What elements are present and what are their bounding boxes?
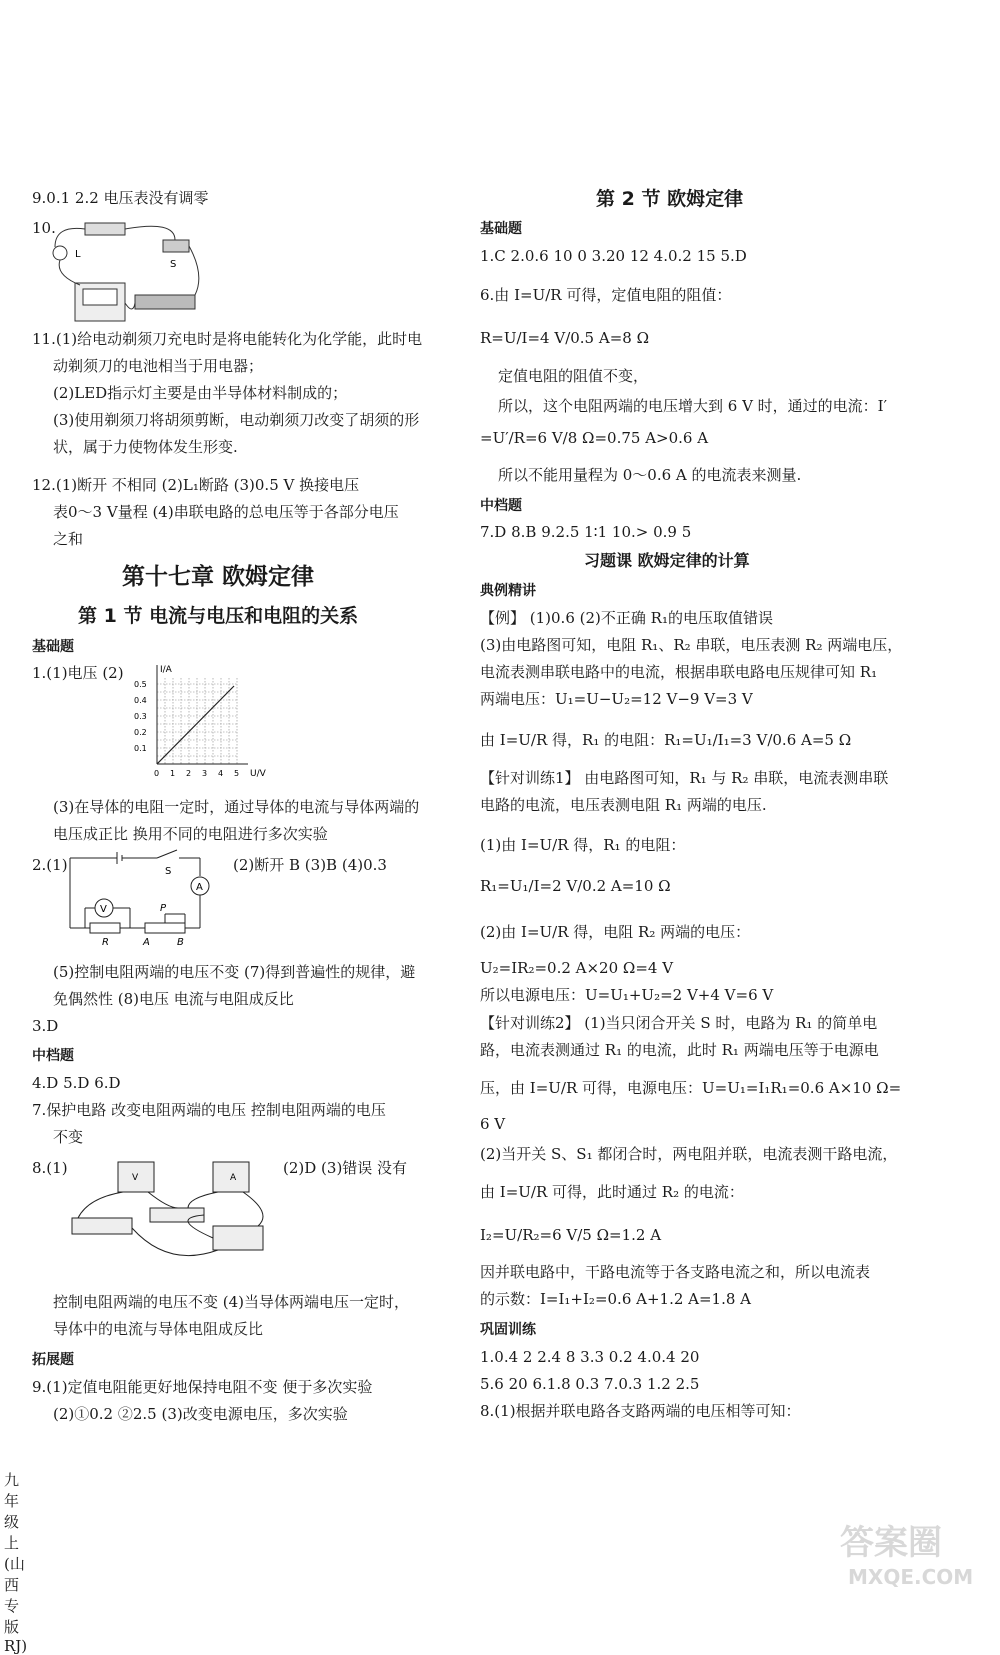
svg-text:0: 0	[154, 769, 160, 778]
svg-text:3: 3	[202, 769, 208, 778]
svg-text:A: A	[143, 937, 150, 948]
consolidate-heading: 巩固训练	[480, 1322, 536, 1338]
answer-2-head: 2.(1)	[32, 856, 68, 874]
svg-text:V: V	[132, 1173, 139, 1183]
answer-4-6: 4.D 5.D 6.D	[32, 1074, 121, 1092]
svg-text:0.5: 0.5	[134, 680, 147, 689]
watermark-logo	[820, 1512, 990, 1592]
drill2-line5: (2)当开关 S、S₁ 都闭合时，两电阻并联，电流表测干路电流，	[480, 1145, 898, 1163]
consolidate-line3: 8.(1)根据并联电路各支路两端的电压相等可知：	[480, 1402, 801, 1420]
answer-1-line3: 电压成正比 换用不同的电阻进行多次实验	[53, 825, 328, 843]
answer-9b-line2: (2)①0.2 ②2.5 (3)改变电源电压，多次实验	[53, 1405, 348, 1423]
mid-heading-left: 中档题	[32, 1048, 74, 1064]
answer-r6-line4: 所以，这个电阻两端的电压增大到 6 V 时，通过的电流：I′	[498, 397, 888, 415]
svg-text:S: S	[165, 866, 172, 877]
svg-text:A: A	[230, 1173, 237, 1183]
answer-2-side: (2)断开 B (3)B (4)0.3	[233, 856, 387, 874]
answer-r6-line5: =U′/R=6 V/8 Ω=0.75 A>0.6 A	[480, 429, 709, 447]
answer-11-line5: 状，属于力使物体发生形变.	[53, 438, 238, 456]
example-line3: 电流表测串联电路中的电流，根据串联电路电压规律可知 R₁	[480, 663, 878, 681]
answer-r6-line2: R=U/I=4 V/0.5 A=8 Ω	[480, 329, 650, 347]
drill2-line1: 【针对训练2】 (1)当只闭合开关 S 时，电路为 R₁ 的简单电	[480, 1014, 878, 1032]
circuit-diagram-q2	[65, 848, 220, 948]
svg-text:1: 1	[170, 769, 176, 778]
i-u-graph	[130, 660, 280, 785]
drill1-line3: (1)由 I=U/R 得，R₁ 的电阻：	[480, 836, 686, 854]
svg-text:0.2: 0.2	[134, 728, 147, 737]
answer-8-side: (2)D (3)错误 没有	[283, 1159, 408, 1177]
svg-text:V: V	[100, 904, 107, 915]
answer-r6-line6: 所以不能用量程为 0～0.6 A 的电流表来测量.	[498, 466, 802, 484]
drill1-line5: (2)由 I=U/R 得，电阻 R₂ 两端的电压：	[480, 923, 751, 941]
svg-text:MXQE.COM: MXQE.COM	[848, 1565, 974, 1589]
drill1-line1: 【针对训练1】 由电路图可知，R₁ 与 R₂ 串联，电流表测串联	[480, 769, 889, 787]
svg-text:2: 2	[186, 769, 192, 778]
drill2-line8: 因并联电路中，干路电流等于各支路电流之和，所以电流表	[480, 1263, 871, 1281]
mid-heading-right: 中档题	[480, 498, 522, 514]
answer-3: 3.D	[32, 1017, 59, 1035]
answer-10-label: 10.	[32, 219, 56, 237]
svg-text:R: R	[102, 937, 109, 948]
drill2-line3: 压，由 I=U/R 可得，电源电压：U=U₁=I₁R₁=0.6 A×10 Ω=	[480, 1079, 902, 1097]
svg-text:答案圈: 答案圈	[840, 1523, 942, 1563]
answer-2-line3: 免偶然性 (8)电压 电流与电阻成反比	[53, 990, 294, 1008]
answer-7-line2: 不变	[53, 1128, 84, 1146]
answer-11-line3: (2)LED指示灯主要是由半导体材料制成的；	[53, 384, 348, 402]
answer-r6-line1: 6.由 I=U/R 可得，定值电阻的阻值：	[480, 286, 732, 304]
answer-9: 9.0.1 2.2 电压表没有调零	[32, 189, 209, 207]
answer-12-line2: 表0～3 V量程 (4)串联电路的总电压等于各部分电压	[53, 503, 399, 521]
example-heading: 典例精讲	[480, 583, 536, 599]
basic-heading-right: 基础题	[480, 221, 522, 237]
drill1-line4: R₁=U₁/I=2 V/0.2 A=10 Ω	[480, 877, 671, 895]
apparatus-sketch-q8	[68, 1158, 278, 1278]
answer-7-line1: 7.保护电路 改变电阻两端的电压 控制电阻两端的电压	[32, 1101, 386, 1119]
answer-11-line2: 动剃须刀的电池相当于用电器；	[53, 357, 264, 375]
answer-12-line1: 12.(1)断开 不相同 (2)L₁断路 (3)0.5 V 换接电压	[32, 476, 360, 494]
answer-11-line4: (3)使用剃须刀将胡须剪断，电动剃须刀改变了胡须的形	[53, 411, 420, 429]
page-footer: 九年级上 (山西专版 RJ)	[4, 1471, 28, 1655]
answer-1-head: 1.(1)电压 (2)	[32, 664, 124, 682]
svg-text:S: S	[170, 259, 177, 270]
answer-8-line3: 导体中的电流与导体电阻成反比	[53, 1320, 264, 1338]
answer-r6-line3: 定值电阻的阻值不变，	[498, 367, 649, 385]
answer-9b-line1: 9.(1)定值电阻能更好地保持电阻不变 便于多次实验	[32, 1378, 373, 1396]
answer-1-line2: (3)在导体的电阻一定时，通过导体的电流与导体两端的	[53, 798, 420, 816]
svg-text:U/V: U/V	[250, 769, 266, 779]
svg-text:0.4: 0.4	[134, 696, 147, 705]
drill2-line7: I₂=U/R₂=6 V/5 Ω=1.2 A	[480, 1226, 662, 1244]
answer-11-line1: 11.(1)给电动剃须刀充电时是将电能转化为化学能，此时电	[32, 330, 423, 348]
svg-text:0.3: 0.3	[134, 712, 147, 721]
svg-text:I/A: I/A	[160, 665, 172, 675]
svg-text:0.1: 0.1	[134, 744, 147, 753]
ext-heading: 拓展题	[32, 1352, 74, 1368]
answer-12-line3: 之和	[53, 530, 84, 548]
circuit-photo-q10	[45, 215, 205, 330]
svg-text:A: A	[196, 882, 203, 893]
drill1-line2: 电路的电流，电压表测电阻 R₁ 两端的电压.	[480, 796, 767, 814]
consolidate-line1: 1.0.4 2 2.4 8 3.3 0.2 4.0.4 20	[480, 1348, 700, 1366]
example-line2: (3)由电路图可知，电阻 R₁、R₂ 串联，电压表测 R₂ 两端电压，	[480, 636, 903, 654]
svg-text:4: 4	[218, 769, 224, 778]
answer-r7-10: 7.D 8.B 9.2.5 1∶1 10.> 0.9 5	[480, 523, 692, 541]
svg-text:L: L	[75, 249, 81, 260]
answer-r1-5: 1.C 2.0.6 10 0 3.20 12 4.0.2 15 5.D	[480, 247, 747, 265]
chapter-title: 第十七章 欧姆定律	[122, 564, 315, 590]
drill2-line4: 6 V	[480, 1115, 506, 1133]
example-line1: 【例】 (1)0.6 (2)不正确 R₁的电压取值错误	[480, 609, 773, 627]
drill2-line6: 由 I=U/R 可得，此时通过 R₂ 的电流：	[480, 1183, 744, 1201]
drill1-line7: 所以电源电压：U=U₁+U₂=2 V+4 V=6 V	[480, 986, 774, 1004]
section-1-title: 第 1 节 电流与电压和电阻的关系	[78, 605, 359, 627]
drill1-line6: U₂=IR₂=0.2 A×20 Ω=4 V	[480, 959, 674, 977]
consolidate-line2: 5.6 20 6.1.8 0.3 7.0.3 1.2 2.5	[480, 1375, 700, 1393]
example-line5: 由 I=U/R 得，R₁ 的电阻：R₁=U₁/I₁=3 V/0.6 A=5 Ω	[480, 731, 852, 749]
svg-text:P: P	[160, 903, 167, 914]
exercise-title: 习题课 欧姆定律的计算	[584, 551, 750, 570]
drill2-line9: 的示数：I=I₁+I₂=0.6 A+1.2 A=1.8 A	[480, 1290, 752, 1308]
example-line4: 两端电压：U₁=U−U₂=12 V−9 V=3 V	[480, 690, 753, 708]
answer-8-head: 8.(1)	[32, 1159, 68, 1177]
answer-8-line2: 控制电阻两端的电压不变 (4)当导体两端电压一定时，	[53, 1293, 410, 1311]
section-2-title: 第 2 节 欧姆定律	[596, 188, 744, 210]
svg-text:B: B	[177, 937, 184, 948]
svg-text:5: 5	[234, 769, 240, 778]
answer-2-line2: (5)控制电阻两端的电压不变 (7)得到普遍性的规律，避	[53, 963, 416, 981]
drill2-line2: 路，电流表测通过 R₁ 的电流，此时 R₁ 两端电压等于电源电	[480, 1041, 879, 1059]
basic-heading-left: 基础题	[32, 639, 74, 655]
